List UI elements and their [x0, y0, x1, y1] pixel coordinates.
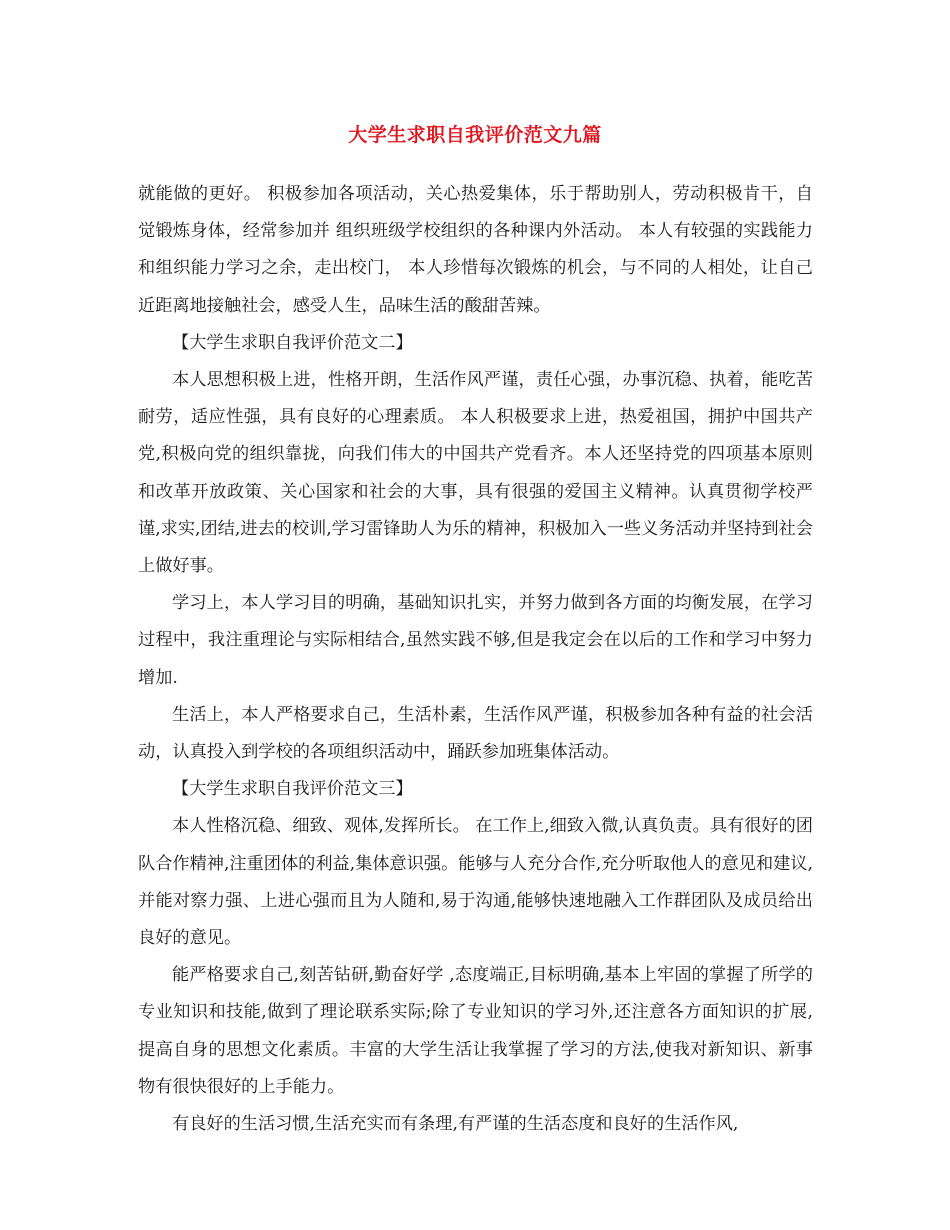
paragraph: 本人性格沉稳、细致、观体,发挥所长。 在工作上,细致入微,认真负责。具有很好的团队合作精神,注重团体的利益,集体意识强。能够与人充分合作,充分听取他人的意见和建议,并能对察力强、上进心强而且为人随和,易于沟通,能够快速地融入工作群团队及成员给出良好的意见。 [138, 816, 813, 949]
document-body [138, 176, 813, 1143]
paragraph: 学习上，本人学习目的明确，基础知识扎实，并努力做到各方面的均衡发展，在学习过程中，我注重理论与实际相结合,虽然实践不够,但是我定会在以后的工作和学习中努力增加. [138, 593, 813, 688]
section-heading: 【大学生求职自我评价范文二】 [172, 332, 413, 353]
paragraph: 有良好的生活习惯,生活充实而有条理,有严谨的生活态度和良好的生活作风, [172, 1114, 739, 1135]
section-heading: 【大学生求职自我评价范文三】 [172, 779, 413, 800]
paragraph: 就能做的更好。 积极参加各项活动，关心热爱集体，乐于帮助别人，劳动积极肯干，自觉锻炼身体，经常参加并 组织班级学校组织的各种课内外活动。 本人有较强的实践能力和组织能力学习之余，走出校门， 本人珍惜每次锻炼的机会，与不同的人相处，让自己近距离地接触社会，感受人生，品味生活的酸甜苦辣。 [138, 184, 813, 316]
paragraph: 能严格要求自己,刻苦钻研,勤奋好学 ,态度端正,目标明确,基本上牢固的掌握了所学的专业知识和技能,做到了理论联系实际;除了专业知识的学习外,还注意各方面知识的扩展,提高自身的思想文化素质。丰富的大学生活让我掌握了学习的方法,使我对新知识、新事物有很快很好的上手能力。 [138, 965, 813, 1097]
paragraph: 生活上，本人严格要求自己，生活朴素，生活作风严谨，积极参加各种有益的社会活动，认真投入到学校的各项组织活动中，踊跃参加班集体活动。 [138, 704, 813, 763]
document-title: 大学生求职自我评价范文九篇 [348, 124, 602, 146]
paragraph: 本人思想积极上进，性格开朗，生活作风严谨，责任心强，办事沉稳、执着，能吃苦耐劳，适应性强，具有良好的心理素质。 本人积极要求上进，热爱祖国，拥护中国共产党,积极向党的组织靠拢，向我们伟大的中国共产党看齐。本人还坚持党的四项基本原则和改革开放政策、关心国家和社会的大事，具有很强的爱国主义精神。认真贯彻学校严谨,求实,团结,进去的校训,学习雷锋助人为乐的精神，积极加入一些义务活动并坚持到社会上做好事。 [138, 370, 813, 577]
